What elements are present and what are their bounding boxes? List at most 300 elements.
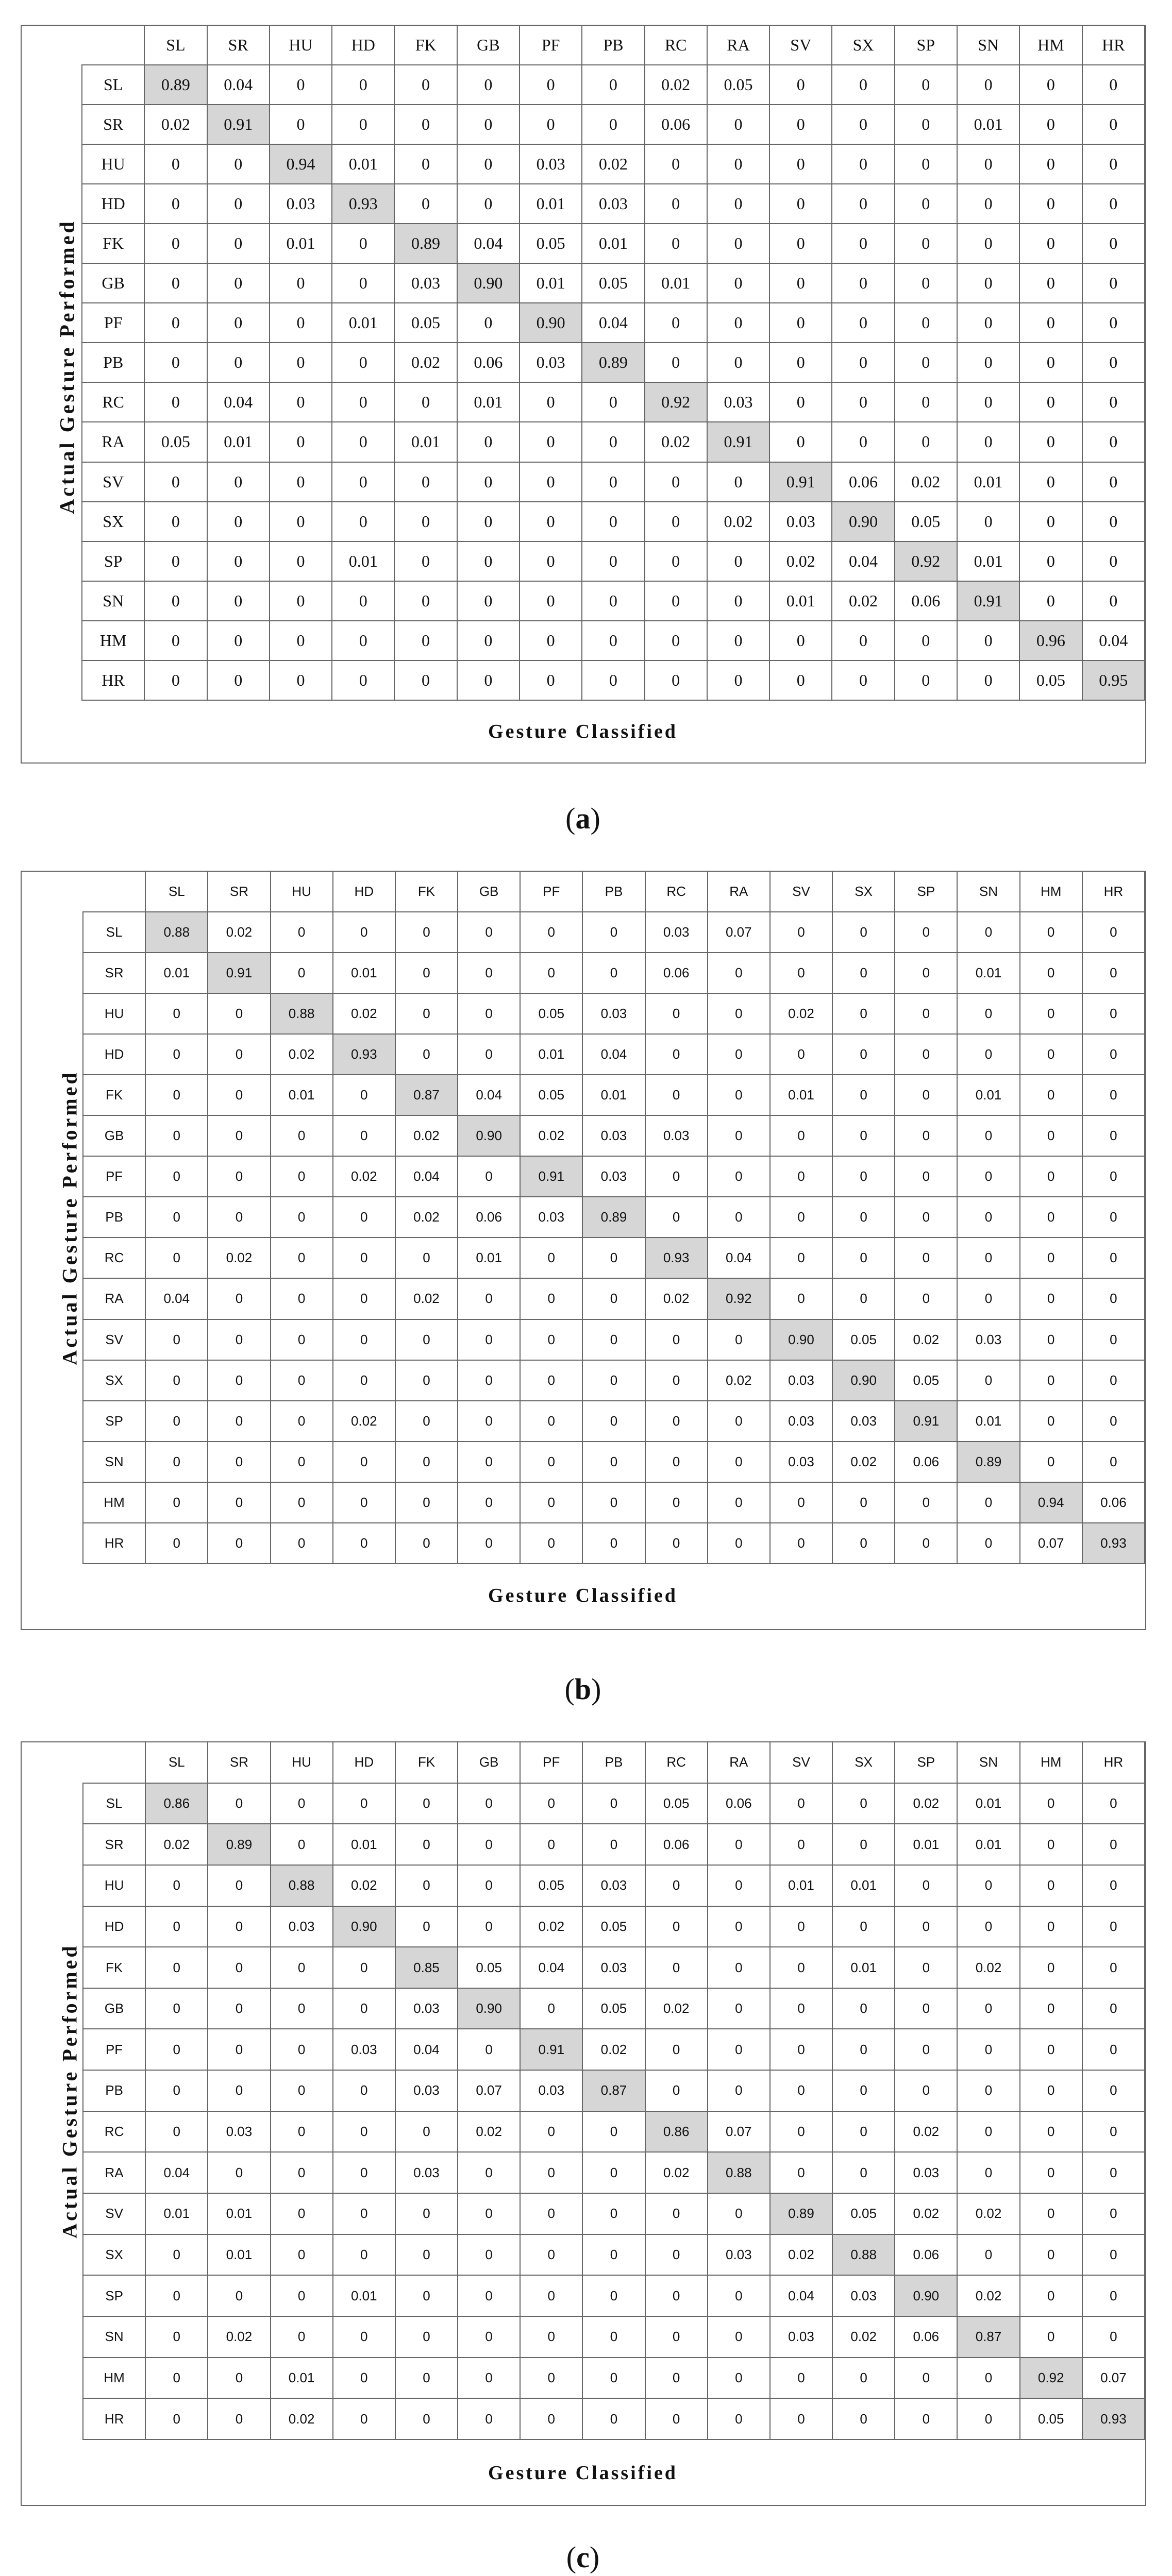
matrix-cell: 0: [520, 382, 582, 422]
matrix-cell: 0: [645, 1523, 708, 1564]
caption-a: [21, 801, 1145, 836]
matrix-cell: 0: [1082, 65, 1145, 105]
table-row: [83, 2316, 1145, 2358]
matrix-cell: 0: [832, 303, 894, 343]
column-label: SN: [957, 871, 1019, 912]
matrix-cell: 0: [1082, 462, 1145, 502]
matrix-cell: 0.02: [333, 1156, 395, 1197]
matrix-cell: 0: [645, 1482, 708, 1523]
matrix-cell: 0.07: [1020, 1523, 1082, 1564]
matrix-cell: 0: [832, 1156, 895, 1197]
header-row: [82, 25, 1145, 65]
matrix-cell: 0.05: [832, 2193, 895, 2234]
matrix-cell: 0.91: [207, 105, 270, 144]
matrix-cell: 0.02: [957, 1947, 1019, 1988]
row-label: HD: [83, 1034, 145, 1075]
matrix-cell: 0: [271, 953, 333, 993]
matrix-cell: 0: [582, 2358, 645, 2399]
row-label: HU: [82, 144, 144, 184]
table-row: [82, 462, 1145, 502]
column-label: GB: [458, 1742, 520, 1783]
matrix-cell: 0: [394, 660, 457, 700]
matrix-cell: 0: [957, 912, 1019, 953]
matrix-cell: 0.02: [333, 1865, 395, 1906]
matrix-cell: 0.02: [271, 1034, 333, 1075]
matrix-cell: 0: [708, 1988, 770, 2029]
matrix-cell: 0: [645, 184, 707, 224]
matrix-cell: 0: [770, 1824, 832, 1865]
matrix-cell: 0.02: [645, 1988, 708, 2029]
matrix-cell: 0: [1019, 65, 1082, 105]
matrix-cell: 0: [957, 1197, 1019, 1238]
matrix-cell: 0.03: [395, 1988, 458, 2029]
matrix-cell: 0.05: [707, 65, 769, 105]
matrix-cell: 0.01: [520, 263, 582, 303]
matrix-cell: 0.04: [770, 2275, 832, 2316]
matrix-cell: 0: [395, 1034, 458, 1075]
matrix-cell: 0: [770, 1034, 832, 1075]
matrix-cell: 0: [145, 2029, 208, 2070]
matrix-cell: 0: [645, 2398, 708, 2439]
row-label: PF: [83, 1156, 145, 1197]
matrix-cell: 0: [895, 2029, 957, 2070]
matrix-cell: 0: [270, 343, 332, 382]
matrix-grid: [82, 871, 1145, 1564]
matrix-cell: 0: [520, 2152, 582, 2193]
matrix-cell: 0: [832, 660, 894, 700]
row-label: HD: [82, 184, 144, 224]
matrix-cell: 0: [520, 2111, 582, 2153]
matrix-cell: 0: [582, 2275, 645, 2316]
matrix-cell: 0: [769, 382, 832, 422]
matrix-cell: 0: [645, 1401, 708, 1442]
matrix-cell: 0.06: [645, 953, 708, 993]
matrix-cell: 0.03: [957, 1319, 1019, 1360]
matrix-cell: 0: [270, 382, 332, 422]
matrix-cell: 0.02: [645, 65, 707, 105]
matrix-cell: 0: [895, 144, 957, 184]
row-label: SR: [83, 953, 145, 993]
matrix-cell: 0: [645, 502, 707, 541]
matrix-cell: 0.02: [957, 2193, 1019, 2234]
matrix-cell: 0.01: [458, 1238, 520, 1278]
matrix-cell: 0.02: [832, 2316, 895, 2358]
matrix-cell: 0: [895, 1523, 957, 1564]
matrix-cell: 0: [770, 2358, 832, 2399]
matrix-cell: 0: [582, 2152, 645, 2193]
matrix-cell: 0: [333, 1115, 395, 1156]
matrix-cell: 0: [1020, 1988, 1082, 2029]
matrix-cell: 0.01: [957, 541, 1019, 581]
matrix-cell: 0: [895, 2070, 957, 2111]
matrix-cell: 0: [332, 382, 394, 422]
matrix-cell: 0: [1082, 541, 1145, 581]
matrix-cell: 0.88: [145, 912, 208, 953]
matrix-cell: 0: [332, 422, 394, 462]
matrix-cell: 0: [271, 1401, 333, 1442]
matrix-cell: 0: [708, 1156, 770, 1197]
matrix-cell: 0.90: [832, 502, 894, 541]
matrix-cell: 0: [395, 1401, 458, 1442]
table-row: [83, 953, 1145, 993]
row-label: HR: [83, 2398, 145, 2439]
corner-cell: [83, 871, 145, 912]
matrix-cell: 0: [333, 2070, 395, 2111]
matrix-cell: 0: [395, 993, 458, 1034]
matrix-cell: 0: [208, 1115, 270, 1156]
row-label: GB: [83, 1115, 145, 1156]
matrix-cell: 0: [270, 65, 332, 105]
matrix-cell: 0: [145, 1238, 208, 1278]
matrix-cell: 0: [582, 660, 644, 700]
matrix-cell: 0: [769, 343, 832, 382]
matrix-cell: 0: [832, 1906, 895, 1947]
matrix-cell: 0: [332, 502, 394, 541]
matrix-cell: 0.91: [769, 462, 832, 502]
matrix-cell: 0: [1020, 2029, 1082, 2070]
table-row: [82, 263, 1145, 303]
matrix-cell: 0: [332, 263, 394, 303]
matrix-cell: 0.89: [394, 224, 457, 263]
matrix-cell: 0: [333, 1988, 395, 2029]
matrix-cell: 0.92: [1020, 2358, 1082, 2399]
matrix-cell: 0.05: [895, 502, 957, 541]
matrix-cell: 0: [770, 912, 832, 953]
matrix-cell: 0: [645, 303, 707, 343]
matrix-cell: 0.03: [333, 2029, 395, 2070]
matrix-cell: 0: [1019, 105, 1082, 144]
matrix-cell: 0: [520, 660, 582, 700]
column-label: RC: [645, 25, 707, 65]
matrix-cell: 0: [333, 1360, 395, 1401]
column-label: RC: [645, 1742, 708, 1783]
matrix-cell: 0: [520, 1482, 582, 1523]
matrix-cell: 0: [271, 1115, 333, 1156]
column-label: SP: [895, 25, 957, 65]
matrix-cell: 0: [332, 343, 394, 382]
table-row: [83, 2193, 1145, 2234]
matrix-cell: 0: [1019, 263, 1082, 303]
column-label: SP: [895, 1742, 957, 1783]
matrix-cell: 0: [582, 581, 644, 621]
matrix-cell: 0: [957, 2070, 1019, 2111]
matrix-cell: 0: [1082, 1360, 1145, 1401]
matrix-cell: 0: [1019, 502, 1082, 541]
matrix-cell: 0: [582, 621, 644, 660]
matrix-cell: 0.04: [1082, 621, 1145, 660]
matrix-cell: 0.02: [333, 1401, 395, 1442]
matrix-cell: 0: [708, 1319, 770, 1360]
matrix-cell: 0.02: [333, 993, 395, 1034]
matrix-cell: 0: [520, 462, 582, 502]
matrix-cell: 0: [770, 2070, 832, 2111]
table-row: [83, 1442, 1145, 1482]
matrix-cell: 0.03: [582, 1865, 645, 1906]
matrix-cell: 0: [458, 1401, 520, 1442]
matrix-cell: 0.06: [645, 105, 707, 144]
matrix-cell: 0.07: [708, 912, 770, 953]
column-label: PB: [582, 1742, 645, 1783]
row-label: SR: [82, 105, 144, 144]
matrix-cell: 0.01: [332, 303, 394, 343]
caption-text: (c): [566, 2540, 600, 2574]
row-label: PB: [83, 2070, 145, 2111]
matrix-cell: 0: [395, 1783, 458, 1824]
matrix-cell: 0: [770, 1238, 832, 1278]
row-label: SP: [82, 541, 144, 581]
matrix-cell: 0: [957, 2398, 1019, 2439]
column-label: SP: [895, 871, 957, 912]
matrix-cell: 0: [394, 105, 457, 144]
matrix-cell: 0: [1082, 1906, 1145, 1947]
matrix-cell: 0: [708, 1482, 770, 1523]
matrix-cell: 0: [832, 1197, 895, 1238]
matrix-cell: 0: [145, 1442, 208, 1482]
matrix-cell: 0: [895, 1988, 957, 2029]
table-row: [82, 65, 1145, 105]
matrix-cell: 0: [333, 2398, 395, 2439]
matrix-cell: 0: [770, 1115, 832, 1156]
matrix-cell: 0: [708, 2316, 770, 2358]
matrix-cell: 0: [895, 303, 957, 343]
matrix-cell: 0: [395, 2316, 458, 2358]
matrix-cell: 0: [708, 1197, 770, 1238]
matrix-cell: 0.05: [520, 1075, 582, 1115]
matrix-cell: 0.88: [708, 2152, 770, 2193]
matrix-cell: 0: [394, 621, 457, 660]
matrix-cell: 0: [145, 1947, 208, 1988]
column-label: RA: [708, 1742, 770, 1783]
matrix-cell: 0: [832, 1075, 895, 1115]
matrix-cell: 0: [769, 660, 832, 700]
matrix-cell: 0: [895, 912, 957, 953]
matrix-cell: 0: [645, 1034, 708, 1075]
row-label: SV: [83, 2193, 145, 2234]
matrix-cell: 0.92: [645, 382, 707, 422]
matrix-cell: 0: [770, 2029, 832, 2070]
matrix-cell: 0: [332, 462, 394, 502]
matrix-cell: 0: [957, 184, 1019, 224]
matrix-cell: 0: [208, 1401, 270, 1442]
matrix-cell: 0.04: [207, 65, 270, 105]
matrix-cell: 0.03: [708, 2234, 770, 2276]
matrix-cell: 0.01: [770, 1865, 832, 1906]
matrix-cell: 0: [895, 1115, 957, 1156]
matrix-cell: 0: [832, 2398, 895, 2439]
matrix-cell: 0: [645, 2316, 708, 2358]
matrix-cell: 0: [582, 541, 644, 581]
matrix-cell: 0.02: [395, 1197, 458, 1238]
matrix-cell: 0: [520, 541, 582, 581]
matrix-cell: 0.05: [582, 1906, 645, 1947]
matrix-cell: 0: [394, 541, 457, 581]
matrix-cell: 0.91: [208, 953, 270, 993]
matrix-cell: 0.01: [145, 2193, 208, 2234]
matrix-cell: 0: [957, 382, 1019, 422]
matrix-cell: 0: [832, 912, 895, 953]
column-label: HR: [1082, 1742, 1145, 1783]
matrix-cell: 0: [1019, 581, 1082, 621]
matrix-cell: 0.05: [645, 1783, 708, 1824]
table-row: [83, 2070, 1145, 2111]
matrix-cell: 0: [270, 541, 332, 581]
matrix-cell: 0: [832, 1523, 895, 1564]
matrix-cell: 0: [582, 1523, 645, 1564]
matrix-cell: 0: [1019, 224, 1082, 263]
matrix-cell: 0: [520, 2193, 582, 2234]
matrix-cell: 0: [458, 1360, 520, 1401]
matrix-cell: 0: [1020, 912, 1082, 953]
matrix-cell: 0: [708, 953, 770, 993]
matrix-cell: 0.01: [957, 462, 1019, 502]
matrix-cell: 0: [832, 343, 894, 382]
matrix-cell: 0: [895, 343, 957, 382]
matrix-cell: 0: [1020, 1906, 1082, 1947]
matrix-cell: 0: [582, 1783, 645, 1824]
matrix-cell: 0: [145, 2234, 208, 2276]
matrix-cell: 0: [582, 1482, 645, 1523]
matrix-cell: 0.01: [270, 224, 332, 263]
matrix-cell: 0.05: [520, 224, 582, 263]
matrix-cell: 0: [520, 912, 582, 953]
matrix-cell: 0.05: [1020, 2398, 1082, 2439]
y-axis-label: Actual Gesture Performed: [55, 219, 79, 514]
row-label: FK: [82, 224, 144, 263]
matrix-cell: 0: [1082, 1075, 1145, 1115]
matrix-cell: 0.01: [457, 382, 520, 422]
row-label: GB: [82, 263, 144, 303]
table-row: [82, 343, 1145, 382]
matrix-cell: 0: [333, 1319, 395, 1360]
matrix-cell: 0: [582, 1442, 645, 1482]
matrix-cell: 0: [145, 1360, 208, 1401]
matrix-cell: 0.91: [707, 422, 769, 462]
column-label: SR: [208, 1742, 270, 1783]
row-label: HR: [82, 660, 144, 700]
matrix-cell: 0: [957, 422, 1019, 462]
matrix-cell: 0: [1020, 2111, 1082, 2153]
row-label: SP: [83, 1401, 145, 1442]
column-label: SX: [832, 25, 894, 65]
matrix-cell: 0: [208, 1906, 270, 1947]
matrix-cell: 0: [270, 105, 332, 144]
matrix-cell: 0: [707, 303, 769, 343]
column-label: HD: [333, 871, 395, 912]
matrix-cell: 0.01: [957, 105, 1019, 144]
matrix-cell: 0: [895, 382, 957, 422]
matrix-cell: 0.01: [957, 1783, 1019, 1824]
matrix-cell: 0.03: [520, 343, 582, 382]
matrix-cell: 0: [707, 105, 769, 144]
matrix-cell: 0: [1082, 1783, 1145, 1824]
column-label: SV: [769, 25, 832, 65]
matrix-cell: 0.01: [208, 2193, 270, 2234]
matrix-cell: 0: [145, 2358, 208, 2399]
matrix-cell: 0: [1082, 1401, 1145, 1442]
matrix-cell: 0.02: [957, 2275, 1019, 2316]
column-label: PF: [520, 871, 582, 912]
matrix-cell: 0.90: [520, 303, 582, 343]
matrix-cell: 0: [645, 1156, 708, 1197]
table-row: [82, 502, 1145, 541]
column-label: GB: [457, 25, 520, 65]
matrix-cell: 0.03: [895, 2152, 957, 2193]
matrix-cell: 0.02: [895, 462, 957, 502]
matrix-cell: 0: [395, 1319, 458, 1360]
matrix-cell: 0.06: [645, 1824, 708, 1865]
matrix-cell: 0: [145, 1115, 208, 1156]
matrix-cell: 0.01: [332, 144, 394, 184]
matrix-cell: 0: [1020, 1115, 1082, 1156]
matrix-cell: 0: [1082, 224, 1145, 263]
matrix-grid: [82, 1741, 1145, 2440]
matrix-cell: 0: [1082, 184, 1145, 224]
matrix-cell: 0.02: [895, 1783, 957, 1824]
matrix-cell: 0: [770, 1783, 832, 1824]
matrix-cell: 0: [457, 462, 520, 502]
matrix-cell: 0: [832, 2358, 895, 2399]
matrix-cell: 0.04: [395, 1156, 458, 1197]
matrix-cell: 0: [145, 1075, 208, 1115]
matrix-cell: 0: [582, 422, 644, 462]
matrix-cell: 0: [770, 2111, 832, 2153]
matrix-cell: 0: [832, 1238, 895, 1278]
matrix-cell: 0: [332, 621, 394, 660]
matrix-cell: 0: [645, 621, 707, 660]
column-label: HU: [271, 871, 333, 912]
matrix-cell: 0: [645, 581, 707, 621]
table-row: [83, 1401, 1145, 1442]
matrix-cell: 0: [832, 65, 894, 105]
matrix-cell: 0: [1020, 1156, 1082, 1197]
matrix-cell: 0: [707, 581, 769, 621]
matrix-cell: 0: [520, 1319, 582, 1360]
table-row: [82, 224, 1145, 263]
matrix-cell: 0.03: [395, 2070, 458, 2111]
matrix-cell: 0: [832, 1988, 895, 2029]
matrix-cell: 0: [708, 1523, 770, 1564]
matrix-cell: 0: [1020, 1034, 1082, 1075]
matrix-cell: 0.01: [332, 541, 394, 581]
matrix-cell: 0: [895, 1238, 957, 1278]
matrix-cell: 0: [271, 1278, 333, 1319]
matrix-cell: 0.94: [270, 144, 332, 184]
matrix-cell: 0: [333, 2111, 395, 2153]
row-label: SL: [82, 65, 144, 105]
matrix-cell: 0: [520, 2316, 582, 2358]
row-label: PF: [82, 303, 144, 343]
matrix-cell: 0: [645, 1906, 708, 1947]
matrix-cell: 0.05: [520, 1865, 582, 1906]
table-row: [83, 1988, 1145, 2029]
matrix-cell: 0: [207, 224, 270, 263]
matrix-cell: 0.86: [645, 2111, 708, 2153]
matrix-cell: 0: [145, 1988, 208, 2029]
matrix-cell: 0: [832, 1783, 895, 1824]
matrix-cell: 0: [208, 2070, 270, 2111]
matrix-cell: 0: [1020, 993, 1082, 1034]
matrix-cell: 0.91: [520, 1156, 582, 1197]
matrix-cell: 0: [895, 184, 957, 224]
matrix-cell: 0: [208, 2398, 270, 2439]
matrix-cell: 0: [458, 2398, 520, 2439]
matrix-cell: 0.01: [271, 2358, 333, 2399]
column-label: SN: [957, 1742, 1019, 1783]
table-row: [83, 1906, 1145, 1947]
matrix-cell: 0.04: [520, 1947, 582, 1988]
row-label: FK: [83, 1075, 145, 1115]
matrix-cell: 0: [645, 1075, 708, 1115]
